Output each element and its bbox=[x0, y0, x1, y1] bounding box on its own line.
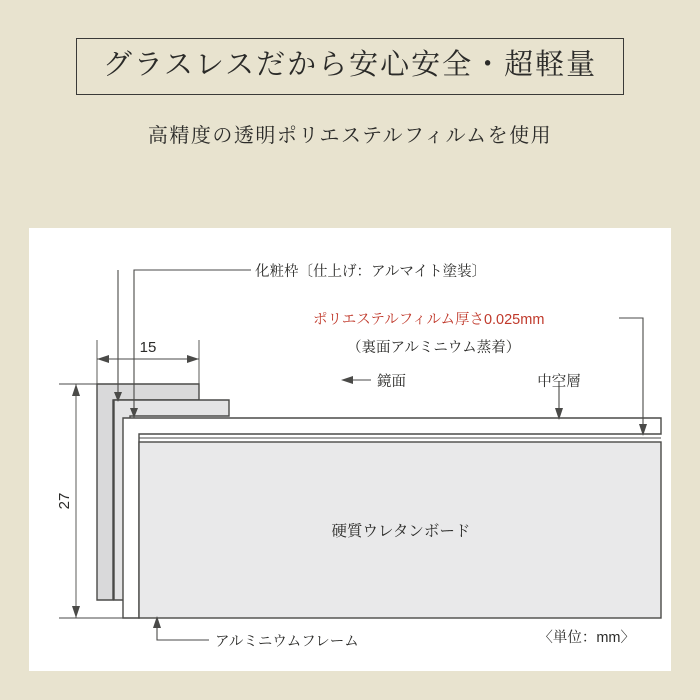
dim-15-arrow-right bbox=[187, 355, 199, 363]
label-air-layer: 中空層 bbox=[537, 374, 581, 390]
label-unit: 〈単位：mm〉 bbox=[538, 630, 635, 646]
mirror-leader-arrow bbox=[341, 376, 353, 384]
page-title: グラスレスだから安心安全・超軽量 bbox=[76, 38, 624, 95]
label-mirror-surface: 鏡面 bbox=[377, 374, 406, 390]
cross-section-diagram bbox=[29, 228, 671, 671]
label-aluminum-frame: アルミニウムフレーム bbox=[215, 634, 359, 650]
dim-height-label: 27 bbox=[56, 492, 73, 510]
label-polyester-film-sub: （裏面アルミニウム蒸着） bbox=[347, 340, 521, 356]
aluminum-leader-line bbox=[157, 620, 209, 640]
label-polyester-film: ポリエステルフィルム厚さ0.025mm bbox=[313, 312, 545, 328]
header bbox=[0, 0, 700, 148]
dim-27-arrow-bottom bbox=[72, 606, 80, 618]
diagram-panel bbox=[29, 228, 671, 671]
dim-27-arrow-top bbox=[72, 384, 80, 396]
page-subtitle: 高精度の透明ポリエステルフィルムを使用 bbox=[147, 125, 553, 148]
dim-15-arrow-left bbox=[97, 355, 109, 363]
film-leader-line bbox=[619, 318, 643, 428]
label-urethane-board: 硬質ウレタンボード bbox=[331, 523, 471, 540]
label-decorative-frame: 化粧枠〔仕上げ：アルマイト塗装〕 bbox=[255, 264, 487, 280]
dim-width-label: 15 bbox=[139, 339, 157, 356]
